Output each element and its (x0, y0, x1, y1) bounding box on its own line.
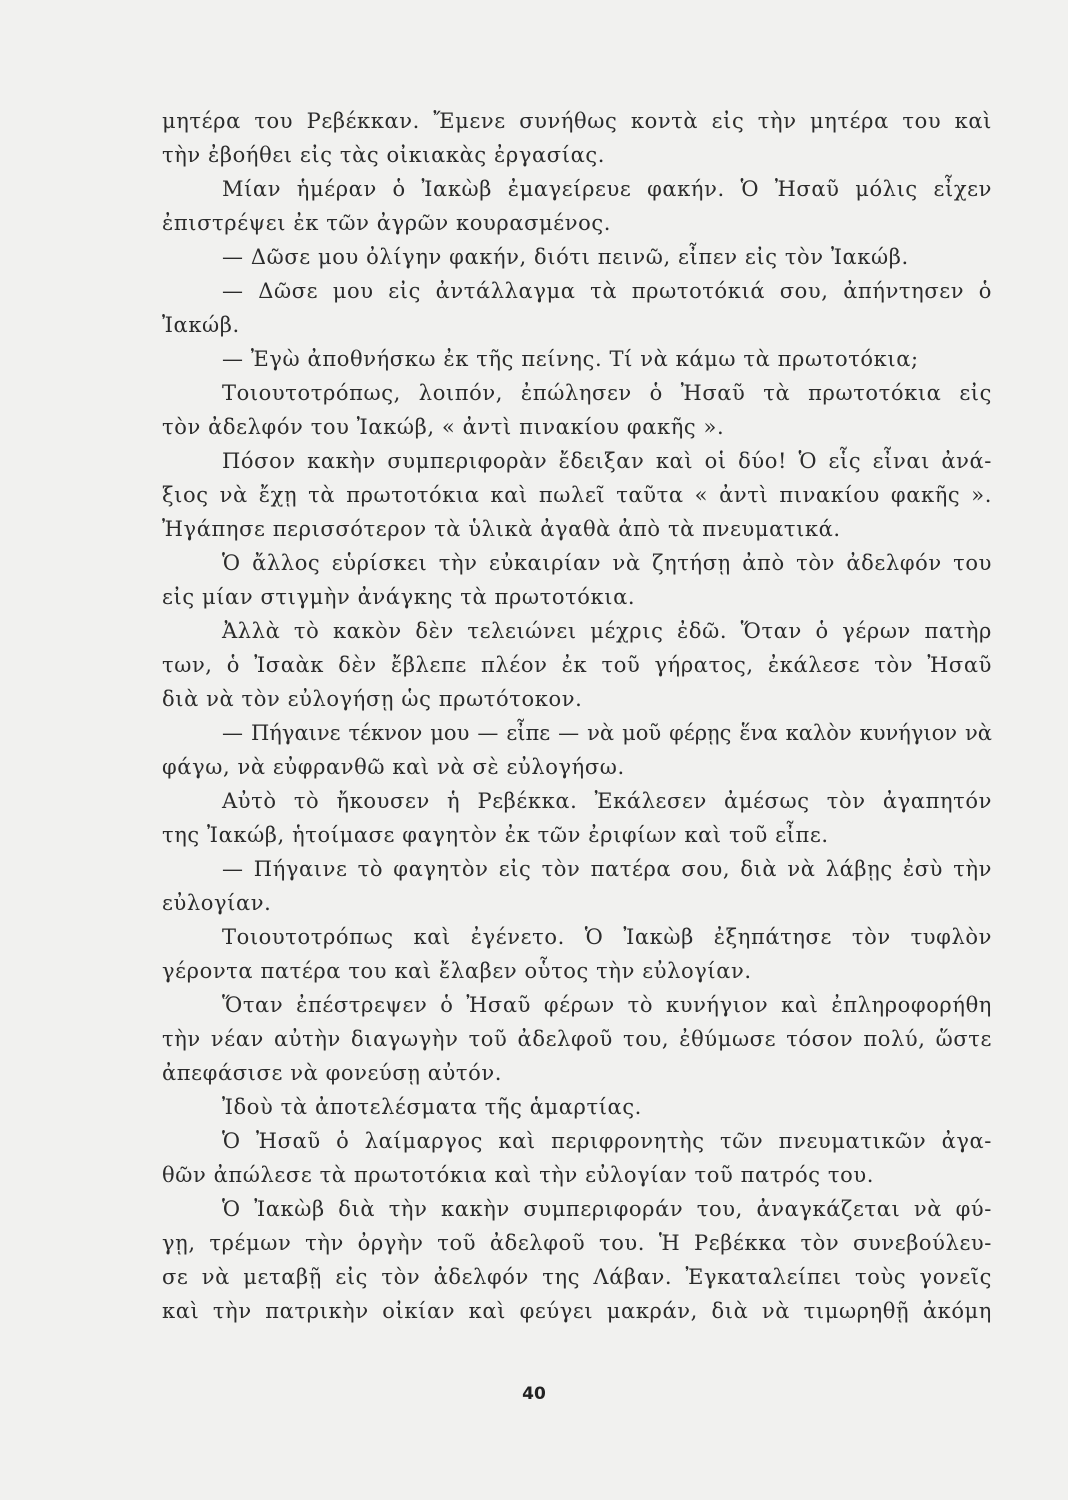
text-line: Τοιουτοτρόπως καὶ ἐγένετο. Ὁ Ἰακὼβ ἐξηπάτησε τὸν τυφλὸν (222, 925, 992, 949)
text-line: της Ἰακώβ, ἡτοίμασε φαγητὸν ἐκ τῶν ἐριφίων καὶ τοῦ εἶπε. (162, 823, 829, 847)
text-line: γῃ, τρέμων τὴν ὀργὴν τοῦ ἀδελφοῦ του. Ἡ Ρεβέκκα τὸν συνεβούλευ- (162, 1231, 992, 1255)
text-line: Πόσον κακὴν συμπεριφορὰν ἔδειξαν καὶ οἱ δύο! Ὁ εἷς εἶναι ἀνά- (222, 449, 992, 473)
text-line: — Ἐγὼ ἀποθνήσκω ἐκ τῆς πείνης. Τί νὰ κάμω τὰ πρωτοτόκια; (222, 347, 919, 371)
text-line: θῶν ἀπώλεσε τὰ πρωτοτόκια καὶ τὴν εὐλογίαν τοῦ πατρός του. (162, 1163, 874, 1187)
text-line: Ἠγάπησε περισσότερον τὰ ὑλικὰ ἀγαθὰ ἀπὸ τὰ πνευματικά. (162, 517, 841, 541)
text-line: καὶ τὴν πατρικὴν οἰκίαν καὶ φεύγει μακράν, διὰ νὰ τιμωρηθῇ ἀκόμη (162, 1299, 992, 1323)
text-line: — Δῶσε μου ὀλίγην φακήν, διότι πεινῶ, εἶπεν εἰς τὸν Ἰακώβ. (222, 245, 909, 269)
text-line: Ὅταν ἐπέστρεψεν ὁ Ἠσαῦ φέρων τὸ κυνήγιον καὶ ἐπληροφορήθη (222, 993, 992, 1017)
text-line: διὰ νὰ τὸν εὐλογήσῃ ὡς πρωτότοκον. (162, 687, 583, 711)
text-line: τὸν ἀδελφόν του Ἰακώβ, « ἀντὶ πινακίου φακῆς ». (162, 415, 725, 439)
text-line: Ἰδοὺ τὰ ἀποτελέσματα τῆς ἁμαρτίας. (222, 1095, 642, 1119)
text-line: γέροντα πατέρα του καὶ ἔλαβεν οὗτος τὴν εὐλογίαν. (162, 959, 752, 983)
text-line: των, ὁ Ἰσαὰκ δὲν ἔβλεπε πλέον ἐκ τοῦ γήρατος, ἐκάλεσε τὸν Ἠσαῦ (162, 653, 992, 677)
text-line: Αὐτὸ τὸ ἤκουσεν ἡ Ρεβέκκα. Ἐκάλεσεν ἀμέσως τὸν ἀγαπητόν (222, 789, 992, 813)
text-line: σε νὰ μεταβῇ εἰς τὸν ἀδελφόν της Λάβαν. Ἐγκαταλείπει τοὺς γονεῖς (162, 1265, 992, 1289)
text-line: Ἀλλὰ τὸ κακὸν δὲν τελειώνει μέχρις ἐδῶ. Ὅταν ὁ γέρων πατὴρ (222, 619, 992, 643)
text-line: Ὁ ἄλλος εὑρίσκει τὴν εὐκαιρίαν νὰ ζητήσῃ ἀπὸ τὸν ἀδελφόν του (222, 551, 992, 575)
text-line: εὐλογίαν. (162, 891, 272, 915)
text-line: ἐπιστρέψει ἐκ τῶν ἀγρῶν κουρασμένος. (162, 211, 612, 235)
text-line: τὴν νέαν αὐτὴν διαγωγὴν τοῦ ἀδελφοῦ του, ἐθύμωσε τόσον πολύ, ὥστε (162, 1027, 992, 1051)
text-line: — Δῶσε μου εἰς ἀντάλλαγμα τὰ πρωτοτόκιά σου, ἀπήντησεν ὁ (222, 279, 992, 303)
text-line: εἰς μίαν στιγμὴν ἀνάγκης τὰ πρωτοτόκια. (162, 585, 636, 609)
text-line: — Πήγαινε τέκνον μου — εἶπε — νὰ μοῦ φέρῃς ἕνα καλὸν κυνήγιον νὰ (222, 721, 992, 745)
text-line: ξιος νὰ ἔχῃ τὰ πρωτοτόκια καὶ πωλεῖ ταῦτα « ἀντὶ πινακίου φακῆς ». (162, 483, 992, 507)
text-line: Ἰακώβ. (162, 313, 240, 337)
page-number: 40 (522, 1384, 546, 1404)
text-line: φάγω, νὰ εὐφρανθῶ καὶ νὰ σὲ εὐλογήσω. (162, 755, 625, 779)
text-line: Τοιουτοτρόπως, λοιπόν, ἐπώλησεν ὁ Ἠσαῦ τὰ πρωτοτόκια εἰς (222, 381, 992, 405)
text-line: Ὁ Ἠσαῦ ὁ λαίμαργος καὶ περιφρονητὴς τῶν πνευματικῶν ἀγα- (222, 1129, 992, 1153)
text-line: ἀπεφάσισε νὰ φονεύσῃ αὐτόν. (162, 1061, 503, 1085)
text-line: Ὁ Ἰακὼβ διὰ τὴν κακὴν συμπεριφοράν του, ἀναγκάζεται νὰ φύ- (222, 1197, 992, 1221)
text-line: μητέρα του Ρεβέκκαν. Ἔμενε συνήθως κοντὰ εἰς τὴν μητέρα του καὶ (162, 109, 992, 133)
text-line: — Πήγαινε τὸ φαγητὸν εἰς τὸν πατέρα σου, διὰ νὰ λάβῃς ἐσὺ τὴν (222, 857, 992, 881)
text-line: τὴν ἐβοήθει εἰς τὰς οἰκιακὰς ἐργασίας. (162, 143, 605, 167)
text-line: Μίαν ἡμέραν ὁ Ἰακὼβ ἐμαγείρευε φακήν. Ὁ Ἠσαῦ μόλις εἶχεν (222, 177, 992, 201)
